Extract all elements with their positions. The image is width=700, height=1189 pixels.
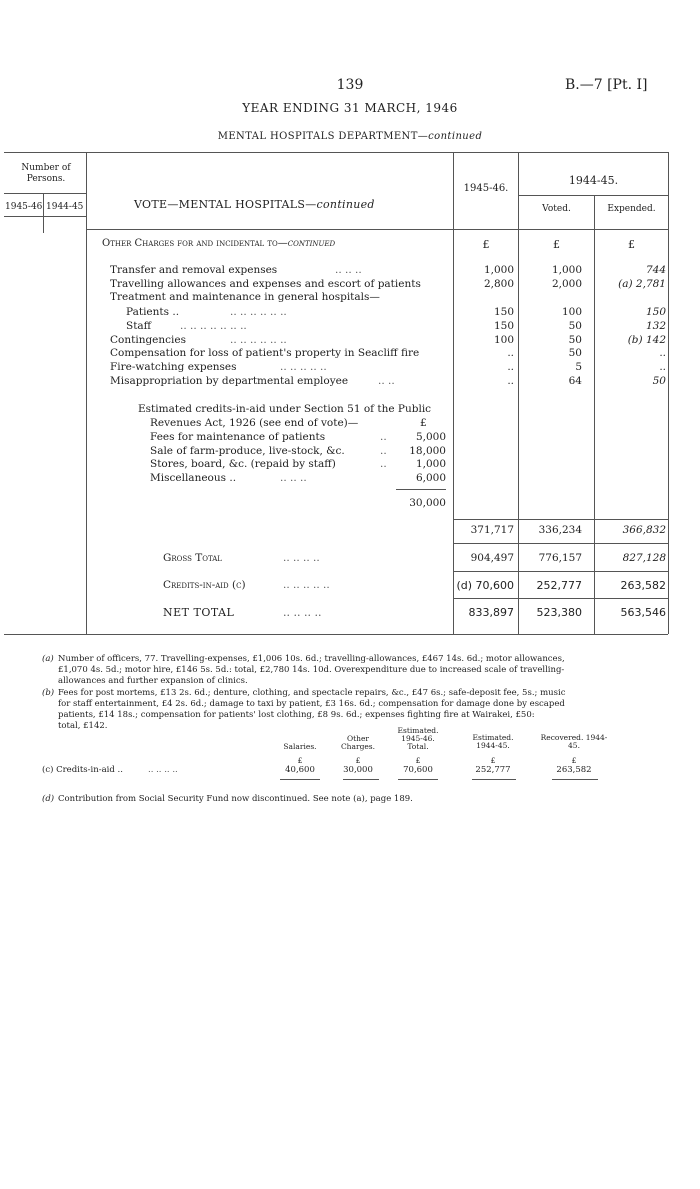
credits-table-recovered: 263,582 [556, 765, 592, 775]
row-value-voted: 2,000 [551, 278, 582, 290]
row-value-expended: 50 [652, 375, 666, 387]
credit-item-value: 6,000 [415, 472, 446, 484]
row-value-expended: (a) 2,781 [618, 278, 666, 290]
row-value-1945: 150 [493, 320, 514, 332]
credit-item-dots: .. .. .. [280, 472, 307, 484]
department-name: MENTAL HOSPITALS DEPARTMENT— [217, 131, 429, 142]
row-leader-dots: .. .. .. [335, 264, 362, 276]
section-heading-text: Other Charges for and incidental to— [102, 238, 288, 249]
row-value-1945: 1,000 [483, 264, 514, 276]
gross-rule [453, 543, 668, 544]
credit-item-value: 5,000 [415, 431, 446, 443]
footnote-d-mark: (d) [42, 794, 55, 804]
credits-table-dots: .. .. .. .. [148, 765, 178, 775]
credits-table-currency: £ [355, 756, 361, 765]
document-reference: B.—7 [Pt. I] [565, 77, 648, 93]
row-value-expended: 132 [645, 320, 666, 332]
total-value-voted: 252,777 [536, 579, 582, 592]
footnote-a-line: £1,070 4s. 5d.; motor hire, £146 5s. 5d.: total, £2,780 14s. 10d. Overexpenditure due to increased scale of travelling- [58, 665, 565, 675]
section-heading [102, 238, 335, 249]
total-value-1945: (d) 70,600 [456, 579, 514, 592]
credits-table-underline [280, 779, 320, 780]
row-value-voted: 1,000 [551, 264, 582, 276]
credits-table-other: 30,000 [343, 765, 373, 775]
row-label: Transfer and removal expenses [110, 264, 278, 276]
year-title: YEAR ENDING 31 MARCH, 1946 [242, 101, 458, 115]
row-value-voted: 5 [575, 361, 582, 373]
section-heading-continued: continued [287, 238, 336, 249]
total-label: Credits-in-aid (c) [163, 579, 246, 591]
row-leader-dots: .. .. .. .. .. .. [230, 306, 287, 318]
subtotal-rule [453, 519, 668, 520]
column-1945-header: 1945-46. [463, 183, 509, 194]
row-leader-dots: .. .. .. .. .. [280, 361, 327, 373]
credits-table-currency: £ [415, 756, 421, 765]
currency-1945: £ [482, 238, 490, 251]
subtotal-1945: 371,717 [470, 524, 514, 536]
table-top-rule [4, 152, 668, 153]
total-label: Gross Total [163, 552, 222, 564]
credit-item-label: Fees for maintenance of patients [150, 431, 326, 443]
table-row [110, 347, 670, 360]
column-expended-rule [594, 195, 595, 634]
voted-expended-rule [518, 195, 668, 196]
row-value-voted: 50 [568, 334, 582, 346]
row-value-1945: .. [507, 375, 514, 387]
page-number: 139 [336, 77, 364, 93]
row-label: Travelling allowances and expenses and escort of patients [110, 278, 421, 290]
credits-table-underline [398, 779, 438, 780]
row-label: Contingencies [110, 334, 186, 346]
total-value-1945: 833,897 [468, 606, 514, 619]
credit-item-dots: .. [380, 458, 387, 470]
credits-total-rule [396, 489, 446, 490]
total-leader-dots: .. .. .. .. [283, 606, 322, 619]
total-value-voted: 776,157 [538, 552, 582, 564]
column-voted-header: Voted. [542, 204, 571, 214]
column-expended-header: Expended. [607, 204, 656, 214]
credits-table-label: (c) Credits-in-aid .. [42, 765, 123, 775]
row-value-1945: 150 [493, 306, 514, 318]
total-leader-dots: .. .. .. .. [283, 552, 320, 564]
subtotal-voted: 336,234 [538, 524, 582, 536]
row-leader-dots: .. .. .. .. .. .. [230, 334, 287, 346]
footnote-b-line: Fees for post mortems, £13 2s. 6d.; denture, clothing, and spectacle repairs, &c., £47 6s.; safe-deposit fee, 5s.; music [58, 688, 566, 698]
persons-header-rule [4, 193, 86, 194]
credits-table-currency: £ [297, 756, 303, 765]
credits-intro-line-1: Estimated credits-in-aid under Section 51 of the Public [138, 403, 432, 415]
credits-table-salaries: 40,600 [285, 765, 315, 775]
credits-total: 30,000 [409, 497, 446, 509]
table-bottom-rule [4, 634, 668, 635]
persons-divider [43, 193, 44, 233]
row-label: Patients .. [126, 306, 180, 318]
credits-rule [453, 571, 668, 572]
persons-year-b: 1944-45 [46, 202, 84, 212]
credits-table-header-salaries: Salaries. [283, 742, 317, 751]
footnote-a-mark: (a) [42, 654, 54, 664]
credits-table-estimated-1944: 252,777 [475, 765, 511, 775]
total-value-expended: 827,128 [622, 552, 666, 564]
footnote-b-line: patients, £14 18s.; compensation for patients' lost clothing, £8 9s. 6d.; expenses fighting fire at Wairakei, £50: [58, 710, 535, 720]
total-row-credits [163, 579, 673, 593]
total-leader-dots: .. .. .. .. .. [283, 579, 330, 591]
row-value-1945: .. [507, 347, 514, 359]
total-row-gross [163, 552, 673, 566]
row-leader-dots: .. .. [378, 375, 395, 387]
credits-currency: £ [420, 417, 427, 429]
row-value-voted: 100 [561, 306, 582, 318]
credit-item-value: 18,000 [409, 445, 446, 457]
table-row [110, 334, 670, 347]
footnote-d-text: Contribution from Social Security Fund now discontinued. See note (a), page 189. [58, 794, 413, 804]
total-label: NET TOTAL [163, 606, 235, 619]
row-label: Compensation for loss of patient's property in Seacliff fire [110, 347, 420, 359]
persons-year-a: 1945-46 [5, 202, 43, 212]
total-row-net [163, 606, 673, 620]
credits-table-header-other: Other Charges. [340, 734, 376, 751]
credits-intro-line-2: Revenues Act, 1926 (see end of vote)— [150, 417, 359, 429]
footnote-b-line: total, £142. [58, 721, 108, 731]
department-heading [0, 131, 700, 142]
credits-table-header-recovered: Recovered. 1944-45. [540, 733, 608, 750]
row-value-1945: 100 [493, 334, 514, 346]
persons-label: Number of Persons. [21, 163, 71, 184]
net-rule [453, 598, 668, 599]
columns-header-rule [86, 229, 668, 230]
table-row [110, 306, 670, 319]
credit-item-dots: .. [380, 431, 387, 443]
row-label: Fire-watching expenses [110, 361, 237, 373]
credit-item [150, 458, 446, 471]
vote-title [134, 198, 375, 211]
credits-table-underline [343, 779, 379, 780]
footnote-b-line: for staff entertainment, £4 2s. 6d.; damage to taxi by patient, £3 16s. 6d.; compensation for damage done by escaped [58, 699, 565, 709]
table-row [110, 375, 670, 388]
credits-table-header-estimated-1944: Estimated. 1944-45. [472, 733, 514, 750]
row-label: Staff [126, 320, 152, 332]
credit-item-label: Stores, board, &c. (repaid by staff) [150, 458, 336, 470]
row-value-expended: 150 [645, 306, 666, 318]
credit-item-label: Miscellaneous .. [150, 472, 237, 484]
credit-item [150, 445, 446, 458]
vote-title-text: VOTE—MENTAL HOSPITALS— [134, 198, 317, 211]
total-value-expended: 263,582 [620, 579, 666, 592]
persons-column-rule [86, 152, 87, 634]
currency-voted: £ [553, 238, 560, 251]
vote-title-continued: continued [316, 198, 375, 211]
row-value-expended: .. [659, 361, 666, 373]
table-row [110, 264, 670, 277]
credits-table-currency: £ [490, 756, 496, 765]
column-1944-header: 1944-45. [568, 174, 619, 187]
total-value-1945: 904,497 [470, 552, 514, 564]
credits-table-header-estimated-1945: Estimated. 1945-46. Total. [397, 726, 439, 751]
footnote-a-line: Number of officers, 77. Travelling-expenses, £1,006 10s. 6d.; travelling-allowances, £467 14s. 6d.; motor allowances, [58, 654, 565, 664]
row-value-expended: .. [659, 347, 666, 359]
row-leader-dots: .. .. .. .. .. .. .. [180, 320, 247, 332]
table-row [110, 291, 670, 304]
credit-item-value: 1,000 [415, 458, 446, 470]
credit-item [150, 431, 446, 444]
row-value-voted: 64 [568, 375, 582, 387]
credit-item-label: Sale of farm-produce, live-stock, &c. [150, 445, 345, 457]
footnote-b-mark: (b) [42, 688, 55, 698]
row-label: Misappropriation by departmental employee [110, 375, 349, 387]
row-value-voted: 50 [568, 347, 582, 359]
years-header-rule [4, 216, 86, 217]
row-value-1945: 2,800 [483, 278, 514, 290]
table-row [110, 320, 670, 333]
credit-item [150, 472, 446, 485]
credits-table-estimated-1945: 70,600 [403, 765, 433, 775]
currency-expended: £ [628, 238, 635, 251]
credits-table-underline [472, 779, 516, 780]
credits-table-underline [552, 779, 598, 780]
total-value-voted: 523,380 [536, 606, 582, 619]
row-value-expended: (b) 142 [627, 334, 666, 346]
total-value-expended: 563,546 [620, 606, 666, 619]
department-continued: continued [428, 131, 483, 142]
footnote-a-line: allowances and further expansion of clinics. [58, 676, 248, 686]
row-label: Treatment and maintenance in general hospitals— [110, 291, 380, 303]
table-row [110, 278, 670, 291]
row-value-expended: 744 [645, 264, 666, 276]
credit-item-dots: .. [380, 445, 387, 457]
subtotal-expended: 366,832 [622, 524, 666, 536]
row-value-1945: .. [507, 361, 514, 373]
table-row [110, 361, 670, 374]
row-value-voted: 50 [568, 320, 582, 332]
credits-table-currency: £ [571, 756, 577, 765]
